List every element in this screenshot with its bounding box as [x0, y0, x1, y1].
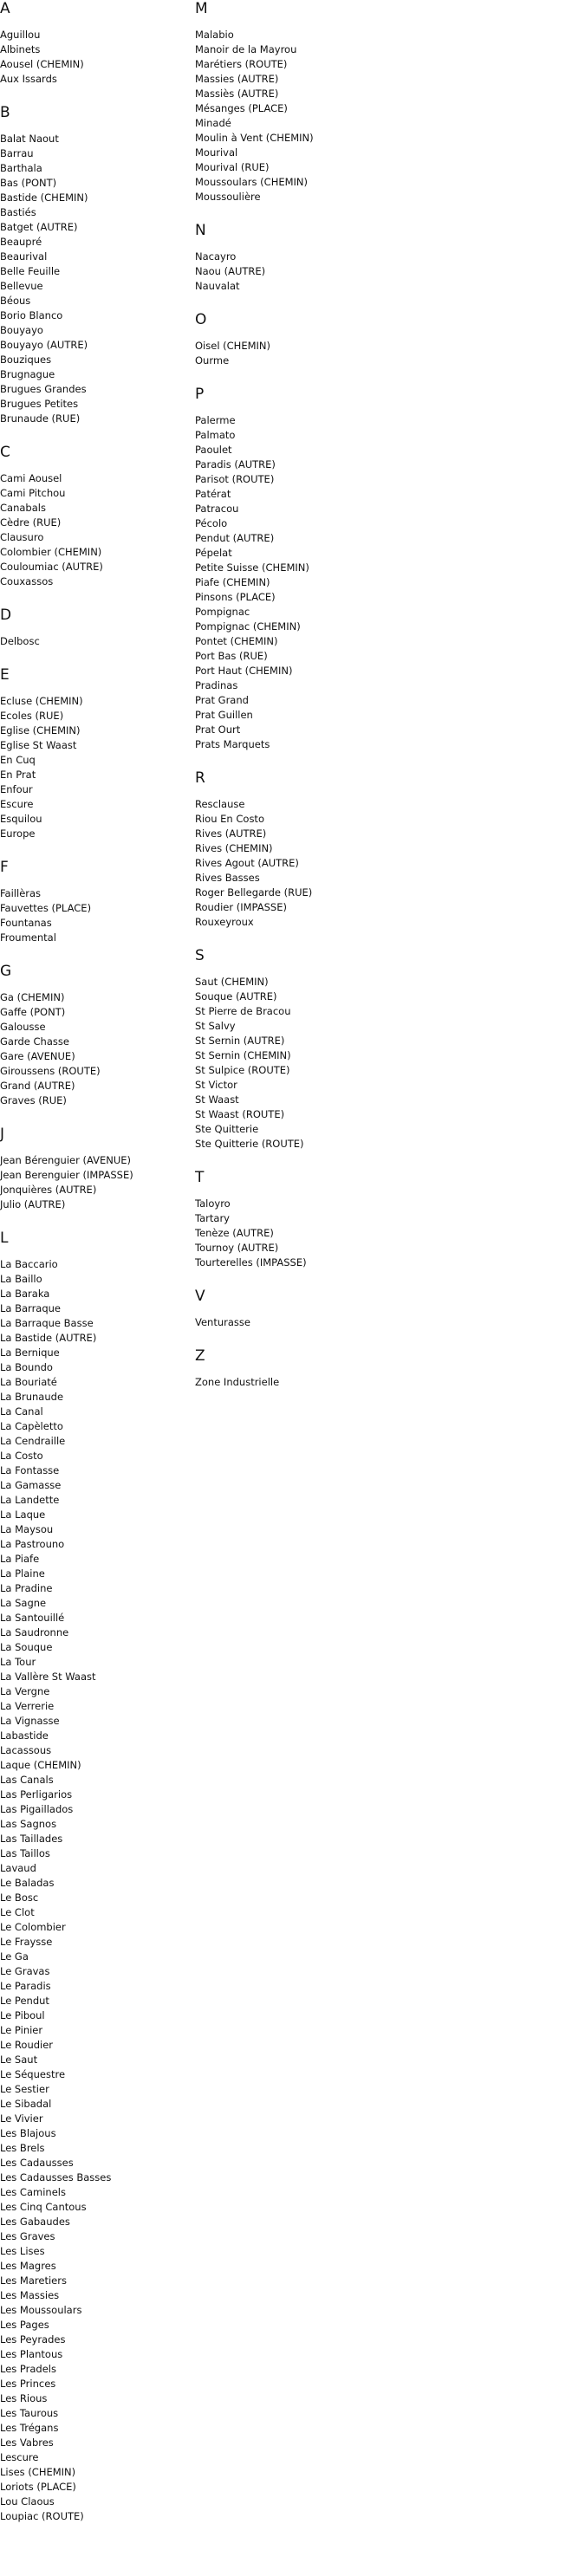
place-link[interactable]: Lises (CHEMIN)	[0, 2466, 76, 2478]
place-link[interactable]: Rives (AUTRE)	[195, 827, 267, 840]
place-link[interactable]: St Waast (ROUTE)	[195, 1108, 285, 1120]
place-link[interactable]: Port Haut (CHEMIN)	[195, 665, 293, 677]
index-section-b	[0, 104, 195, 444]
place-link[interactable]: Rives Basses	[195, 872, 260, 884]
place-link[interactable]: Pradinas	[195, 679, 238, 691]
place-link[interactable]: Mésanges (PLACE)	[195, 102, 288, 114]
index-section-e	[0, 666, 195, 859]
place-link[interactable]: La Baccario	[0, 1258, 58, 1270]
place-link[interactable]: La Piafe	[0, 1553, 40, 1565]
place-link[interactable]: Cami Aousel	[0, 472, 62, 484]
place-link[interactable]: Resclause	[195, 798, 245, 810]
place-link[interactable]: Lescure	[0, 2451, 39, 2463]
place-link[interactable]: Les Massies	[0, 2289, 60, 2301]
place-link[interactable]: Cami Pitchou	[0, 487, 66, 499]
index-section-g	[0, 963, 195, 1126]
place-link[interactable]: Labastide	[0, 1729, 49, 1742]
section-spacer	[195, 1270, 390, 1288]
place-link[interactable]: Le Séquestre	[0, 2068, 66, 2080]
place-link[interactable]: Massies (AUTRE)	[195, 73, 279, 85]
place-link[interactable]: Les Plantous	[0, 2348, 63, 2360]
place-link[interactable]: Souque (AUTRE)	[195, 990, 277, 1002]
place-link[interactable]: Les Brels	[0, 2142, 45, 2154]
place-link[interactable]: Petite Suisse (CHEMIN)	[195, 561, 309, 574]
place-link[interactable]: La Bastide (AUTRE)	[0, 1332, 97, 1344]
place-link[interactable]: Paoulet	[195, 444, 232, 456]
place-link[interactable]: Galousse	[0, 1021, 46, 1033]
place-link[interactable]: St Sernin (AUTRE)	[195, 1035, 285, 1047]
place-link[interactable]: St Pierre de Bracou	[195, 1005, 291, 1017]
place-link[interactable]: Las Taillos	[0, 1847, 50, 1859]
place-link[interactable]: Palerme	[195, 414, 236, 426]
place-link[interactable]: St Victor	[195, 1079, 237, 1091]
place-link[interactable]: Prats Marquets	[195, 738, 270, 750]
place-link[interactable]: Fountanas	[0, 917, 52, 929]
place-link[interactable]: Bastiés	[0, 206, 36, 218]
place-link[interactable]: La Canal	[0, 1405, 43, 1418]
place-link[interactable]: Les Lises	[0, 2245, 45, 2257]
place-link[interactable]: Couxassos	[0, 575, 54, 587]
place-link[interactable]: La Laque	[0, 1509, 46, 1521]
section-letter-heading: O	[195, 311, 207, 328]
place-link[interactable]: Le Sestier	[0, 2083, 49, 2095]
place-link[interactable]: La Cendraille	[0, 1435, 66, 1447]
place-link[interactable]: Rouxeyroux	[195, 916, 254, 928]
section-spacer	[195, 752, 390, 769]
section-spacer	[195, 294, 390, 311]
place-link[interactable]: La Plaine	[0, 1567, 45, 1580]
place-link[interactable]: Tournoy (AUTRE)	[195, 1242, 279, 1254]
section-letter-heading: G	[0, 963, 12, 980]
place-link[interactable]: Barthala	[0, 162, 42, 174]
place-link[interactable]: La Santouillé	[0, 1612, 65, 1624]
place-link[interactable]: Ga (CHEMIN)	[0, 991, 65, 1003]
index-column-right	[195, 0, 390, 1407]
place-link[interactable]: Taloyro	[195, 1197, 231, 1210]
place-link[interactable]: Pompignac (CHEMIN)	[195, 620, 301, 633]
place-link[interactable]: Belle Feuille	[0, 265, 61, 277]
index-section-r	[195, 769, 390, 947]
place-link[interactable]: Patérat	[195, 488, 231, 500]
place-link[interactable]: Venturasse	[195, 1316, 250, 1328]
place-link[interactable]: Bouziques	[0, 354, 52, 366]
place-link[interactable]: Zone Industrielle	[195, 1376, 280, 1388]
section-spacer	[195, 1330, 390, 1347]
place-link[interactable]: La Costo	[0, 1450, 43, 1462]
place-link[interactable]: La Boundo	[0, 1361, 53, 1373]
place-link[interactable]: St Waast	[195, 1093, 239, 1106]
index-section-z	[195, 1347, 390, 1407]
place-link[interactable]: La Baraka	[0, 1288, 50, 1300]
place-link[interactable]: Froumental	[0, 931, 56, 944]
place-link[interactable]: Riou En Costo	[195, 813, 264, 825]
place-link[interactable]: Borio Blanco	[0, 309, 63, 321]
place-link[interactable]: Tourterelles (IMPASSE)	[195, 1256, 307, 1269]
section-spacer	[0, 426, 195, 444]
section-letter-heading: A	[0, 0, 10, 17]
section-spacer	[0, 1108, 195, 1126]
place-link[interactable]: Moulin à Vent (CHEMIN)	[195, 132, 314, 144]
place-link[interactable]: Canabals	[0, 502, 46, 514]
place-link[interactable]: Les Cadausses Basses	[0, 2171, 112, 2183]
place-link[interactable]: Loriots (PLACE)	[0, 2481, 76, 2493]
place-link[interactable]: Jean Bérenguier (AVENUE)	[0, 1154, 132, 1166]
place-link[interactable]: Esquilou	[0, 813, 42, 825]
place-link[interactable]: Moussoulière	[195, 191, 261, 203]
place-link[interactable]: Brunaude (RUE)	[0, 412, 81, 425]
place-link[interactable]: Les Taurous	[0, 2407, 59, 2419]
place-link[interactable]: Les Rious	[0, 2392, 48, 2404]
place-link[interactable]: Tenèze (AUTRE)	[195, 1227, 274, 1239]
place-link[interactable]: Bouyayo (AUTRE)	[0, 339, 88, 351]
section-spacer	[195, 1390, 390, 1407]
place-link[interactable]: La Maysou	[0, 1523, 54, 1535]
place-link[interactable]: En Prat	[0, 769, 36, 781]
place-link[interactable]: Paradis (AUTRE)	[195, 458, 276, 470]
section-letter-heading: E	[0, 666, 10, 684]
place-link[interactable]: Lavaud	[0, 1862, 36, 1874]
section-spacer	[0, 945, 195, 963]
place-link[interactable]: Les Caminels	[0, 2186, 66, 2198]
section-spacer	[0, 1212, 195, 1230]
place-link[interactable]: Jean Berenguier (IMPASSE)	[0, 1169, 133, 1181]
place-link[interactable]: Beaupré	[0, 236, 42, 248]
place-link[interactable]: Port Bas (RUE)	[195, 650, 268, 662]
index-section-o	[195, 311, 390, 386]
place-link[interactable]: Couloumiac (AUTRE)	[0, 561, 103, 573]
place-link[interactable]: Les Trégans	[0, 2422, 59, 2434]
index-section-d	[0, 607, 195, 666]
place-link[interactable]: Bellevue	[0, 280, 43, 292]
place-link[interactable]: Les Graves	[0, 2230, 55, 2242]
place-link[interactable]: St Sulpice (ROUTE)	[195, 1064, 290, 1076]
place-link[interactable]: Le Ga	[0, 1950, 29, 1963]
section-letter-heading: T	[195, 1169, 205, 1186]
place-link[interactable]: Mourival	[195, 146, 238, 159]
place-link[interactable]: Las Sagnos	[0, 1818, 57, 1830]
place-link[interactable]: Les Pradels	[0, 2363, 56, 2375]
place-link[interactable]: Le Pinier	[0, 2024, 43, 2036]
place-link[interactable]: Patracou	[195, 503, 239, 515]
place-link[interactable]: Moussoulars (CHEMIN)	[195, 176, 309, 188]
place-link[interactable]: Gaffe (PONT)	[0, 1006, 66, 1018]
section-spacer	[0, 649, 195, 666]
place-link[interactable]: Les Gabaudes	[0, 2216, 70, 2228]
place-link[interactable]: Ste Quitterie	[195, 1123, 259, 1135]
place-link[interactable]: La Bouriaté	[0, 1376, 57, 1388]
place-link[interactable]: La Bernique	[0, 1346, 60, 1359]
place-link[interactable]: Les Moussoulars	[0, 2304, 82, 2316]
place-link[interactable]: Pendut (AUTRE)	[195, 532, 275, 544]
place-link[interactable]: Ste Quitterie (ROUTE)	[195, 1138, 304, 1150]
place-link[interactable]: Les Maretiers	[0, 2274, 67, 2287]
place-link[interactable]: Le Paradis	[0, 1980, 51, 1992]
place-link[interactable]: La Verrerie	[0, 1700, 55, 1712]
place-link[interactable]: Aousel (CHEMIN)	[0, 58, 84, 70]
place-link[interactable]: Brugues Grandes	[0, 383, 87, 395]
place-link[interactable]: La Pastrouno	[0, 1538, 65, 1550]
place-link[interactable]: Giroussens (ROUTE)	[0, 1065, 101, 1077]
place-link[interactable]: Loupiac (ROUTE)	[0, 2510, 84, 2522]
place-link[interactable]: Pécolo	[195, 517, 228, 529]
place-link[interactable]: Lou Claous	[0, 2495, 55, 2508]
index-section-a	[0, 0, 195, 104]
place-link[interactable]: Barrau	[0, 147, 34, 159]
place-link[interactable]: Prat Guillen	[195, 709, 253, 721]
place-link[interactable]: Ourme	[195, 354, 230, 367]
place-link[interactable]: Las Pigaillados	[0, 1803, 74, 1815]
place-link[interactable]: La Vallère St Waast	[0, 1671, 96, 1683]
place-link[interactable]: La Souque	[0, 1641, 53, 1653]
place-link[interactable]: La Fontasse	[0, 1464, 60, 1476]
place-link[interactable]: Brugnague	[0, 368, 55, 380]
place-link[interactable]: Parisot (ROUTE)	[195, 473, 275, 485]
place-link[interactable]: Oisel (CHEMIN)	[195, 340, 270, 352]
place-link[interactable]: La Barraque	[0, 1302, 62, 1314]
place-link[interactable]: Le Pendut	[0, 1995, 49, 2007]
place-link[interactable]: St Sernin (CHEMIN)	[195, 1049, 291, 1061]
section-letter-heading: F	[0, 859, 9, 876]
place-link[interactable]: Les Blajous	[0, 2127, 56, 2139]
place-link[interactable]: Le Roudier	[0, 2039, 54, 2051]
section-spacer	[0, 841, 195, 859]
section-letter-heading: R	[195, 769, 205, 787]
section-spacer	[0, 589, 195, 607]
place-link[interactable]: Bouyayo	[0, 324, 43, 336]
place-link[interactable]: Grand (AUTRE)	[0, 1080, 75, 1092]
place-link[interactable]: Colombier (CHEMIN)	[0, 546, 102, 558]
place-link[interactable]: Jonquières (AUTRE)	[0, 1184, 97, 1196]
index-column-left	[0, 0, 195, 2541]
place-link[interactable]: Beaurival	[0, 250, 48, 263]
place-link[interactable]: Les Peyrades	[0, 2333, 66, 2346]
place-link[interactable]: Mourival (RUE)	[195, 161, 270, 173]
place-link[interactable]: Cèdre (RUE)	[0, 516, 62, 529]
place-link[interactable]: Le Baladas	[0, 1877, 55, 1889]
place-link[interactable]: Pépelat	[195, 547, 232, 559]
place-link[interactable]: Fauvettes (PLACE)	[0, 902, 92, 914]
section-letter-heading: P	[195, 386, 205, 403]
place-link[interactable]: Ecoles (RUE)	[0, 710, 64, 722]
place-link[interactable]: Roger Bellegarde (RUE)	[195, 886, 313, 899]
index-section-j	[0, 1126, 195, 1230]
place-link[interactable]: La Brunaude	[0, 1391, 64, 1403]
place-link[interactable]: Le Bosc	[0, 1891, 39, 1904]
place-link[interactable]: Béous	[0, 295, 31, 307]
place-link[interactable]: Les Cinq Cantous	[0, 2201, 87, 2213]
place-link[interactable]: La Baillo	[0, 1273, 42, 1285]
index-section-s	[195, 947, 390, 1169]
place-link[interactable]: Marétiers (ROUTE)	[195, 58, 288, 70]
place-link[interactable]: St Salvy	[195, 1020, 236, 1032]
place-link[interactable]: Nacayro	[195, 250, 237, 263]
place-link[interactable]: Las Canals	[0, 1774, 54, 1786]
section-spacer	[195, 204, 390, 222]
place-link[interactable]: La Sagne	[0, 1597, 47, 1609]
place-link[interactable]: Le Clot	[0, 1906, 35, 1918]
place-link[interactable]: Prat Grand	[195, 694, 249, 706]
section-letter-heading: M	[195, 0, 208, 17]
place-link[interactable]: Massiès (AUTRE)	[195, 88, 279, 100]
index-section-c	[0, 444, 195, 607]
place-link[interactable]: Roudier (IMPASSE)	[195, 901, 287, 913]
place-link[interactable]: Prat Ourt	[195, 723, 241, 736]
index-section-t	[195, 1169, 390, 1288]
place-link[interactable]: Nauvalat	[195, 280, 240, 292]
place-link[interactable]: Delbosc	[0, 635, 40, 647]
place-link[interactable]: Naou (AUTRE)	[195, 265, 266, 277]
section-letter-heading: Z	[195, 1347, 205, 1365]
place-link[interactable]: Le Colombier	[0, 1921, 66, 1933]
place-link[interactable]: Clausuro	[0, 531, 44, 543]
place-link[interactable]: Minadé	[195, 117, 231, 129]
place-link[interactable]: Enfour	[0, 783, 33, 795]
place-link[interactable]: Le Sibadal	[0, 2098, 52, 2110]
place-link[interactable]: Eglise (CHEMIN)	[0, 724, 81, 736]
place-link[interactable]: Malabio	[195, 29, 234, 41]
place-link[interactable]: Graves (RUE)	[0, 1094, 67, 1106]
place-link[interactable]: Pompignac	[195, 606, 250, 618]
place-link[interactable]: Las Taillades	[0, 1833, 63, 1845]
section-spacer	[195, 368, 390, 386]
place-link[interactable]: Garde Chasse	[0, 1035, 69, 1048]
place-link[interactable]: Julio (AUTRE)	[0, 1198, 66, 1210]
place-link[interactable]: Le Fraysse	[0, 1936, 53, 1948]
place-link[interactable]: Balat Naout	[0, 133, 59, 145]
index-section-v	[195, 1288, 390, 1347]
place-link[interactable]: La Pradine	[0, 1582, 53, 1594]
index-section-p	[195, 386, 390, 769]
place-link[interactable]: Rives Agout (AUTRE)	[195, 857, 299, 869]
place-link[interactable]: La Vergne	[0, 1685, 50, 1697]
section-letter-heading: S	[195, 947, 205, 964]
section-letter-heading: B	[0, 104, 10, 121]
place-link[interactable]: Aux Issards	[0, 73, 57, 85]
place-link[interactable]: La Vignasse	[0, 1715, 60, 1727]
place-link[interactable]: La Capèletto	[0, 1420, 63, 1432]
place-link[interactable]: Tartary	[195, 1212, 230, 1224]
place-link[interactable]: Lacassous	[0, 1744, 52, 1756]
place-link[interactable]: Bastide (CHEMIN)	[0, 191, 88, 204]
place-link[interactable]: Ecluse (CHEMIN)	[0, 695, 83, 707]
section-letter-heading: L	[0, 1230, 9, 1247]
place-link[interactable]: La Barraque Basse	[0, 1317, 94, 1329]
place-link[interactable]: Faillèras	[0, 887, 42, 899]
section-spacer	[0, 87, 195, 104]
section-spacer	[0, 2524, 195, 2541]
section-letter-heading: C	[0, 444, 10, 461]
section-spacer	[195, 1152, 390, 1169]
place-link[interactable]: En Cuq	[0, 754, 36, 766]
place-link[interactable]: Rives (CHEMIN)	[195, 842, 273, 854]
place-link[interactable]: Pontet (CHEMIN)	[195, 635, 278, 647]
index-section-n	[195, 222, 390, 311]
place-link[interactable]: Saut (CHEMIN)	[195, 976, 269, 988]
place-link[interactable]: Le Piboul	[0, 2009, 45, 2021]
place-link[interactable]: Aguillou	[0, 29, 41, 41]
place-link[interactable]: Les Princes	[0, 2378, 56, 2390]
section-letter-heading: J	[0, 1126, 5, 1143]
place-link[interactable]: Escure	[0, 798, 34, 810]
place-link[interactable]: La Landette	[0, 1494, 60, 1506]
place-link[interactable]: Manoir de la Mayrou	[195, 43, 297, 55]
index-section-l	[0, 1230, 195, 2541]
section-letter-heading: V	[195, 1288, 205, 1305]
place-link[interactable]: Gare (AVENUE)	[0, 1050, 75, 1062]
place-link[interactable]: Eglise St Waast	[0, 739, 77, 751]
place-link[interactable]: Le Gravas	[0, 1965, 50, 1977]
place-link[interactable]: Europe	[0, 827, 36, 840]
place-link[interactable]: La Tour	[0, 1656, 36, 1668]
place-link[interactable]: Les Pages	[0, 2319, 49, 2331]
place-link[interactable]: Bas (PONT)	[0, 177, 57, 189]
place-link[interactable]: Les Cadausses	[0, 2157, 74, 2169]
place-link[interactable]: Les Magres	[0, 2260, 56, 2272]
section-spacer	[195, 930, 390, 947]
place-link[interactable]: Brugues Petites	[0, 398, 79, 410]
place-link[interactable]: Albinets	[0, 43, 41, 55]
place-link[interactable]: Le Saut	[0, 2054, 38, 2066]
place-link[interactable]: Laque (CHEMIN)	[0, 1759, 81, 1771]
index-section-f	[0, 859, 195, 963]
place-link[interactable]: Batget (AUTRE)	[0, 221, 78, 233]
place-link[interactable]: Palmato	[195, 429, 236, 441]
place-link[interactable]: Piafe (CHEMIN)	[195, 576, 270, 588]
place-link[interactable]: Les Vabres	[0, 2436, 54, 2449]
section-letter-heading: D	[0, 607, 12, 624]
place-link[interactable]: La Gamasse	[0, 1479, 62, 1491]
place-link[interactable]: Pinsons (PLACE)	[195, 591, 276, 603]
section-letter-heading: N	[195, 222, 206, 239]
place-link[interactable]: Le Vivier	[0, 2112, 43, 2125]
place-link[interactable]: La Saudronne	[0, 1626, 69, 1638]
index-section-m	[195, 0, 390, 222]
place-link[interactable]: Las Perligarios	[0, 1788, 73, 1801]
